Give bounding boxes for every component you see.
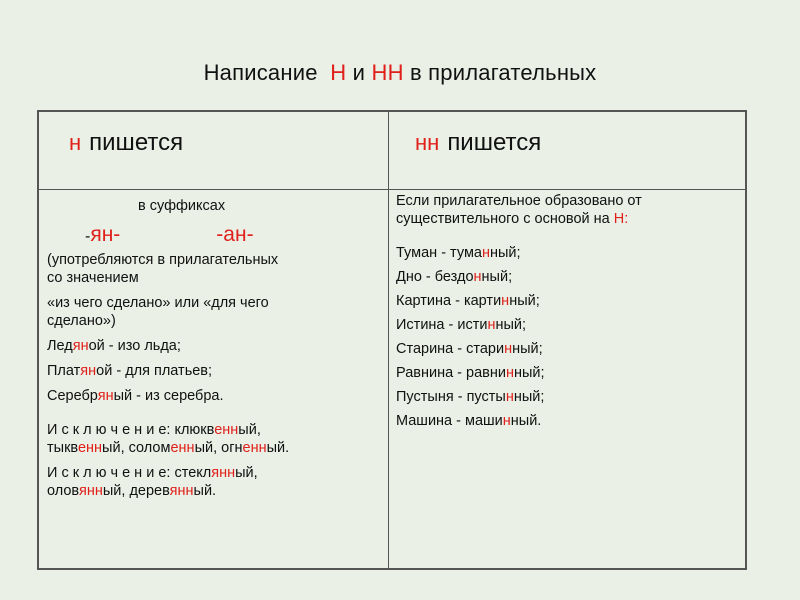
suffix-dash: - [85,228,91,245]
header-marker: нн [415,130,440,155]
example-line: Машина - машинный. [396,413,542,429]
example-line: Ледяной - изо льда; [47,338,181,354]
header-divider [39,189,745,190]
title-post: в прилагательных [409,60,597,85]
title-h1: Н [330,60,347,85]
header-label: пишется [89,129,184,156]
left-cell [47,197,382,500]
example-line: Пустыня - пустынный; [396,389,545,405]
header-double-n [415,129,541,157]
right-cell [396,192,736,430]
example-line: Туман - туманный; [396,245,521,261]
example-line: Равнина - равнинный; [396,365,545,381]
rules-table [37,110,747,570]
column-divider [388,112,389,568]
suffix-yan: ян- [90,223,121,246]
example-line: Истина - истинный; [396,317,527,333]
rule-line: существительного с основой на Н: [396,211,629,227]
note-line: сделано») [47,313,116,329]
exception-line: И с к л ю ч е н и е: стеклянный, [47,465,258,481]
title-mid: и [352,60,366,85]
note-line: со значением [47,270,139,286]
header-single-n [69,129,183,157]
exception-line: И с к л ю ч е н и е: клюквенный, [47,422,261,438]
title-h2: НН [371,60,404,85]
note-line: (употребляются в прилагательных [47,252,279,268]
note-line: «из чего сделано» или «для чего [47,295,269,311]
rule-line: Если прилагательное образовано от [396,193,642,209]
header-marker: н [69,130,82,155]
exception-line: оловянный, деревянный. [47,483,217,499]
title-pre: Написание [203,60,318,85]
page-title [0,60,800,86]
example-line: Картина - картинный; [396,293,540,309]
example-line: Серебряный - из серебра. [47,388,224,404]
example-line: Платяной - для платьев; [47,363,213,379]
header-label: пишется [447,129,542,156]
example-line: Старина - старинный; [396,341,543,357]
example-line: Дно - бездонный; [396,269,513,285]
suffix-an: -ан- [216,223,254,246]
suffix-intro: в суффиксах [138,198,226,214]
suffix-line [47,221,382,251]
exception-line: тыквенный, соломенный, огненный. [47,440,290,456]
